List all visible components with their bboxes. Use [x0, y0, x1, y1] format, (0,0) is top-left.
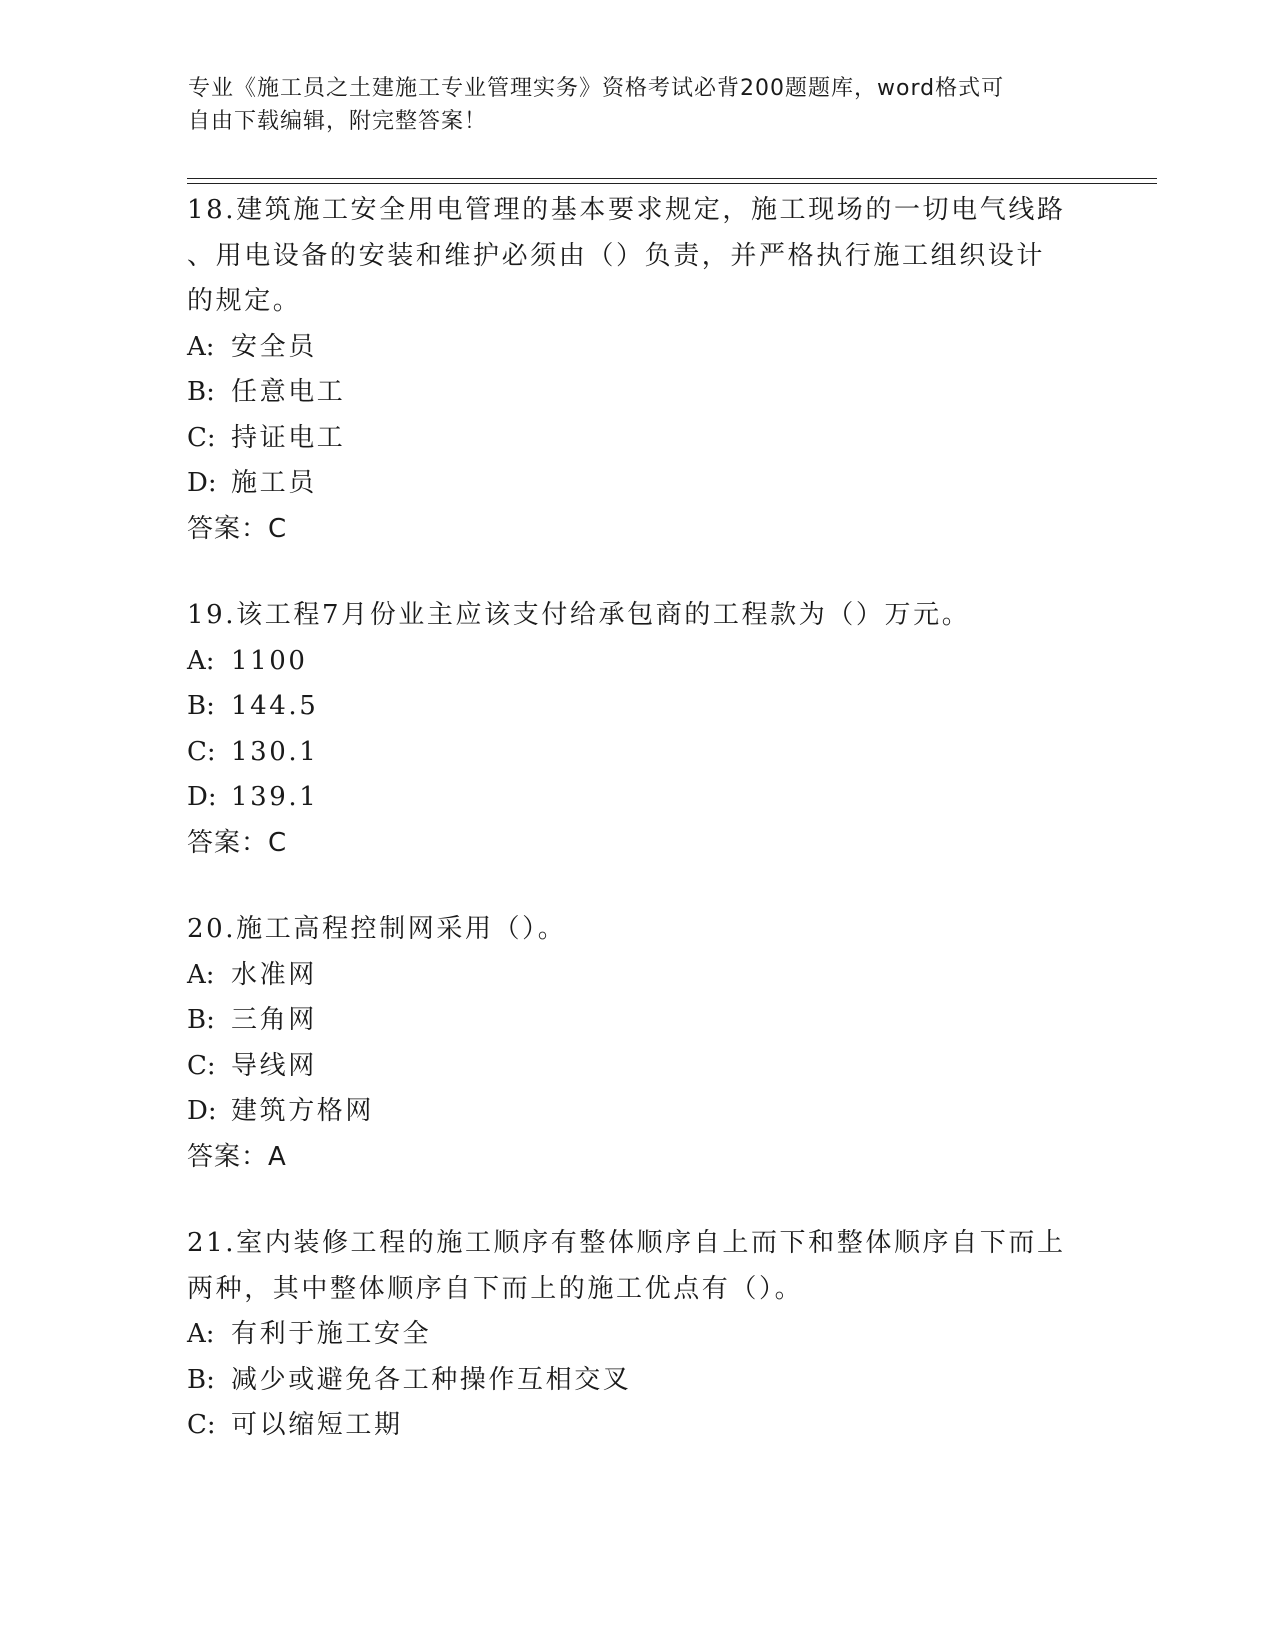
option-text: 建筑方格网: [231, 1096, 375, 1126]
answer-option: [187, 953, 1087, 999]
question-text-line: 19.该工程7月份业主应该支付给承包商的工程款为（）万元。: [187, 600, 971, 630]
answer-option: [187, 684, 1087, 730]
option-label: A:: [187, 331, 215, 362]
question-item: [187, 593, 1087, 866]
option-label: A:: [187, 645, 215, 676]
option-label: C:: [187, 1050, 216, 1081]
option-text: 1100: [231, 645, 308, 676]
option-text: 144.5: [231, 691, 319, 721]
option-label: D:: [187, 468, 217, 498]
answer-option: [187, 775, 1087, 821]
question-text-line: 两种，其中整体顺序自下而上的施工优点有（）。: [187, 1273, 804, 1304]
header-divider-top: [187, 178, 1157, 179]
option-label: C:: [187, 1410, 216, 1440]
question-item: [187, 1221, 1087, 1449]
option-text: 有利于施工安全: [231, 1319, 432, 1349]
option-label: C:: [187, 422, 216, 453]
option-text: 水准网: [231, 959, 317, 990]
header-line-2: 自由下载编辑，附完整答案！: [188, 109, 488, 134]
header-line-1: 专业《施工员之土建施工专业管理实务》资格考试必背200题题库，word格式可: [188, 76, 1005, 101]
answer-option: [187, 370, 1087, 416]
option-text: 任意电工: [231, 377, 346, 407]
option-text: 施工员: [231, 468, 317, 498]
question-text-line: 20.施工高程控制网采用（）。: [187, 914, 567, 944]
question-text-line: 18.建筑施工安全用电管理的基本要求规定，施工现场的一切电气线路: [187, 195, 1066, 225]
answer-option: [187, 639, 1087, 685]
answer-option: [187, 1089, 1087, 1135]
answer-option: [187, 998, 1087, 1044]
answer-option: [187, 416, 1087, 462]
option-text: 安全员: [231, 331, 317, 362]
option-text: 导线网: [231, 1050, 317, 1081]
answer-option: [187, 461, 1087, 507]
option-text: 三角网: [231, 1005, 317, 1035]
answer-key: 答案：A: [187, 1141, 287, 1172]
option-label: C:: [187, 736, 216, 767]
answer-key: 答案：C: [187, 513, 288, 544]
question-item: [187, 907, 1087, 1180]
option-text: 持证电工: [231, 422, 346, 453]
answer-option: [187, 325, 1087, 371]
option-label: D:: [187, 1096, 217, 1126]
document-header: [188, 72, 1068, 138]
question-text-line: 21.室内装修工程的施工顺序有整体顺序自上而下和整体顺序自下而上: [187, 1228, 1066, 1258]
question-text-line: 的规定。: [187, 286, 302, 316]
answer-option: [187, 1312, 1087, 1358]
question-text-line: 、用电设备的安装和维护必须由（）负责，并严格执行施工组织设计: [187, 240, 1046, 271]
answer-option: [187, 1358, 1087, 1404]
option-label: D:: [187, 782, 217, 812]
option-text: 可以缩短工期: [231, 1410, 403, 1440]
option-label: B:: [187, 1005, 215, 1035]
option-label: B:: [187, 691, 215, 721]
option-text: 减少或避免各工种操作互相交叉: [231, 1364, 632, 1395]
question-item: [187, 188, 1087, 552]
option-label: A:: [187, 1319, 215, 1349]
header-divider-bottom: [187, 183, 1157, 184]
option-label: B:: [187, 377, 215, 407]
answer-option: [187, 1044, 1087, 1090]
option-label: B:: [187, 1364, 215, 1395]
option-text: 130.1: [231, 736, 319, 767]
answer-key: 答案：C: [187, 827, 288, 858]
option-text: 139.1: [231, 782, 319, 812]
answer-option: [187, 1403, 1087, 1449]
question-list: [187, 188, 1087, 1490]
answer-option: [187, 730, 1087, 776]
option-label: A:: [187, 959, 215, 990]
